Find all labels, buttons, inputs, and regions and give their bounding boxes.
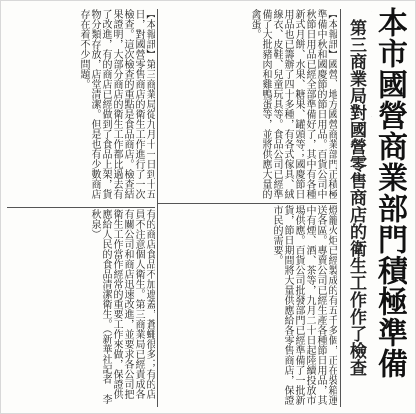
section-rule xyxy=(7,207,155,208)
body-column: 有的商店食品不加遮蓋，蒼蠅很多；有的店員不注意個人衛生。第三商業局已經責成各有關公司和商店迅速改進，並要求各公司把衛生工作當作經常的重要工作來做，保證供應給人民的食品清潔衛生。（新華社記者 李秋泉） xyxy=(89,209,155,404)
subtitle: 第三商業局對國營零售商店的衛生工作作了檢查 xyxy=(346,19,366,376)
body-column: 【本報訊】第三商業局從九月十一日到十五日，對國營零售商店的衛生工作進行了一次檢查。這次檢查的重點是食品商店。檢查結果證明，大部分商店的衛生工作都比過去有了改進，有的商店已經做到了食品上架，貨物分類存放，店堂清潔。但是也有少數商店存在着不少問題。 xyxy=(78,9,155,199)
section-rule xyxy=(157,203,337,204)
body-column: 【本報訊】國營、地方國營商業部門正積極準備中秋和國慶節的節日用品。百貨公司中秋節日用品已經全部準備好了，其中有各種新式月餅、水果、糖果、罐頭等；國慶節日用品也已籌辦了四十多種，有各式傢具、絨線衣、皮鞋、兒童玩具等。食品公司已經準備了大批豬肉和雞鴨蛋等，並將供應大量的禽蛋。 xyxy=(249,9,337,199)
body-column: 燈籠火炬已經製成的有五千多個，正在裝箱運送各區。專賣公司已經生產各種節日用品，其中有煙、酒、茶等，九月二十日起陸續投放市場供應。百貨公司批發部門已經準備了一批新貨，節日期間將大量供應給各零售商店，保證市民的需要。 xyxy=(271,205,337,405)
headline: 本市國營商業部門積極準備 xyxy=(372,7,407,379)
column-rule xyxy=(157,9,158,407)
column-rule xyxy=(340,9,341,407)
